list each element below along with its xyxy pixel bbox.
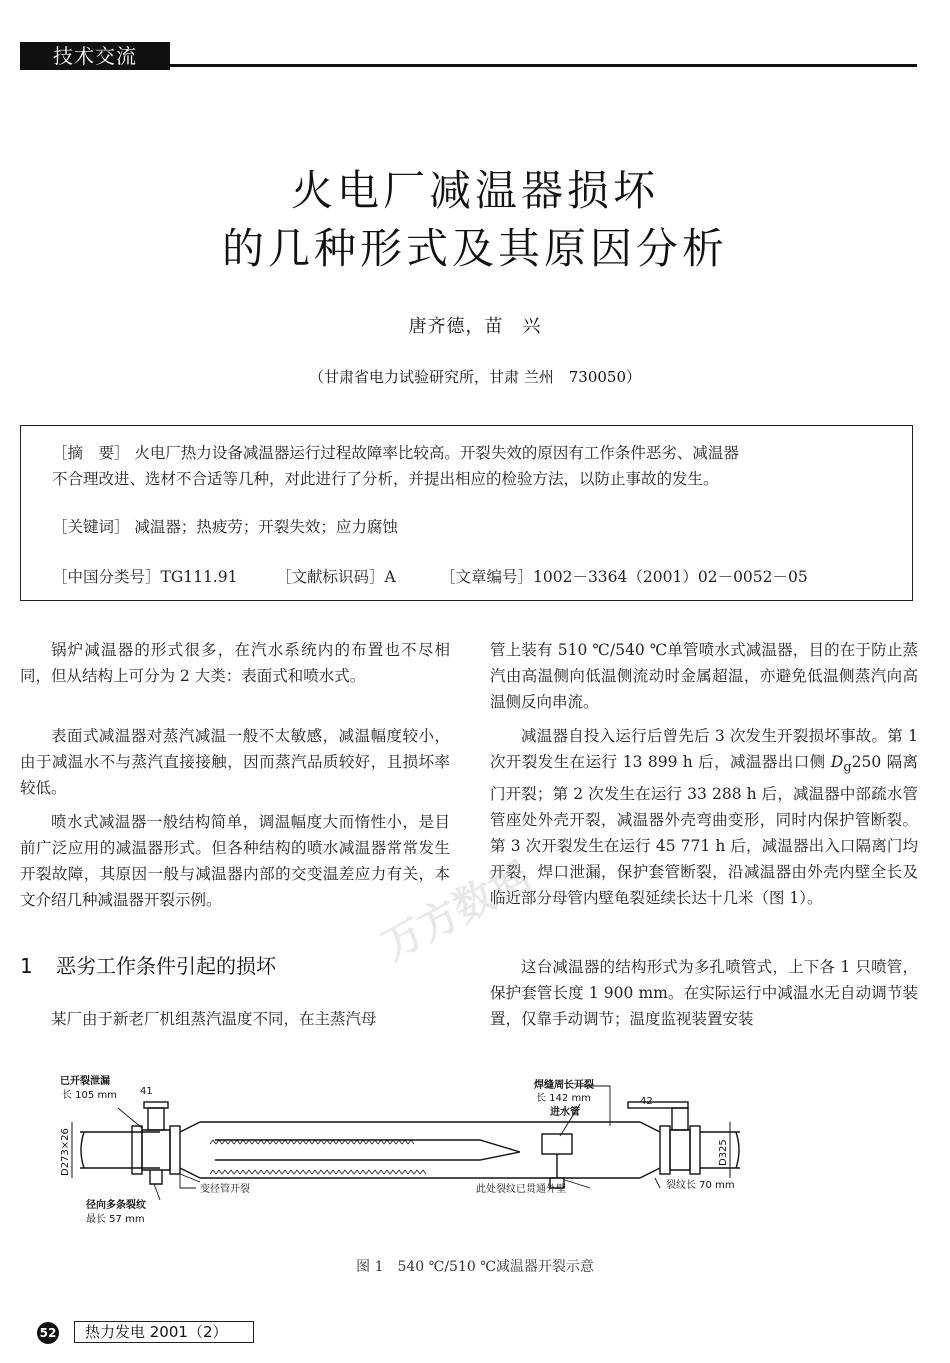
right-pipe-break (736, 1132, 739, 1168)
right-paragraph-2-b: 250 隔离门开裂；第 2 次发生在运行 33 288 h 后，减温器中部疏水管管座处外壳开裂，减温器外壳弯曲变形，同时内保护管断裂。第 3 次开裂发生在运行 45 771 h 后，减温器出入口隔离门均开裂，焊口泄漏，保护套管断裂，沿减温器由外壳内壁全长及临近部分母管内壁龟裂延续长达十几米（图 1）。 (490, 753, 918, 908)
left-paragraph-3: 喷水式减温器一般结构简单，调温幅度大而惰性小，是目前广泛应用的减温器形式。但各种结构的喷水减温器常常发生开裂故障，其原因一般与减温器内部的交变温差应力有关，本文介绍几种减温器开裂示例。 (20, 813, 450, 909)
fig-label-d273: D273×26 (60, 1128, 71, 1176)
figure-caption: 图 1 540 ℃/510 ℃减温器开裂示意 (356, 1259, 594, 1275)
left-pipe (80, 1132, 160, 1168)
right-paragraph-2-a: 减温器自投入运行后曾先后 3 次发生开裂损坏事故。第 1 次开裂发生在运行 13 899 h 后，减温器出口侧 (490, 727, 918, 771)
figure-1-diagram (50, 1070, 770, 1230)
watermark: 万方数据 (375, 853, 539, 970)
left-valve-cap (144, 1102, 168, 1108)
dg-symbol: D (830, 753, 844, 771)
right-reducer (640, 1122, 660, 1178)
fig-label-42: 42 (640, 1096, 653, 1107)
left-drain (150, 1170, 162, 1184)
page-number: 52 (37, 1322, 59, 1344)
crack-hatching (210, 1140, 426, 1174)
document-code: ［文献标识码］A (276, 568, 396, 586)
left-flange-1 (132, 1126, 142, 1174)
fig-label-radial-cracks: 径向多条裂纹 (86, 1200, 146, 1211)
authors: 唐齐德，苗 兴 (408, 316, 542, 337)
reducer (180, 1122, 200, 1178)
right-flange-1 (660, 1126, 670, 1174)
fig-label-crack-70: 裂纹长 70 mm (666, 1180, 735, 1191)
right-paragraph-1: 管上装有 510 ℃/540 ℃单管喷水式减温器，目的在于防止蒸汽由高温侧向低温侧流动时金属超温，亦避免低温侧蒸汽向高温侧反向串流。 (490, 641, 918, 711)
classification-number: ［中国分类号］TG111.91 (52, 568, 238, 586)
main-body (200, 1122, 640, 1178)
right-flange-2 (690, 1126, 700, 1174)
section-tag: 技术交流 (20, 42, 170, 70)
fig-label-weld-crack: 焊缝周长开裂 (534, 1080, 594, 1091)
fig-label-d325: D325 (718, 1139, 729, 1166)
right-paragraph-3: 这台减温器的结构形式为多孔喷管式，上下各 1 只喷管，保护套管长度 1 900 mm。在实际运行中减温水无自动调节装置，仅靠手动调节；温度监视装置安装 (490, 958, 918, 1028)
article-number: ［文章编号］1002－3364（2001）02－0052－05 (440, 568, 808, 586)
fig-label-inlet: 进水管 (550, 1107, 580, 1118)
fig-label-leak: 已开裂泄漏 (60, 1076, 110, 1087)
inlet-nozzle (542, 1134, 572, 1154)
title-line-2: 的几种形式及其原因分析 (221, 224, 728, 273)
section-number: 1 (20, 954, 33, 978)
fig-label-reducer-crack: 变径管开裂 (200, 1184, 250, 1195)
left-paragraph-2: 表面式减温器对蒸汽减温一般不太敏感，减温幅度较小，由于减温水不与蒸汽直接接触，因而蒸汽品质较好，且损坏率较低。 (20, 727, 450, 797)
left-paragraph-1: 锅炉减温器的形式很多，在汽水系统内的布置也不尽相同，但从结构上可分为 2 大类：表面式和喷水式。 (20, 641, 450, 685)
abstract-line-2: 不合理改进、选材不合适等几种，对此进行了分析，并提出相应的检验方法，以防止事故的发生。 (52, 470, 719, 488)
section-heading (20, 950, 276, 979)
right-valve-cap (628, 1102, 688, 1108)
fig-label-41: 41 (140, 1086, 153, 1097)
left-valve-stem (148, 1108, 164, 1130)
left-flange-2 (170, 1126, 180, 1174)
fig-label-weld-length: 长 142 mm (536, 1093, 591, 1104)
journal-citation: 热力发电 2001（2） (74, 1321, 254, 1343)
affiliation: （甘肃省电力试验研究所，甘肃 兰州 730050） (308, 368, 642, 386)
fig-label-through-wall: 此处裂纹已贯通外壁 (476, 1184, 566, 1195)
dg-subscript: g (843, 760, 852, 776)
left-valve-body (142, 1130, 170, 1170)
left-pipe-break (81, 1132, 84, 1168)
left-paragraph-4: 某厂由于新老厂机组蒸汽温度不同，在主蒸汽母 (51, 1010, 377, 1028)
inner-sleeve (215, 1140, 520, 1160)
title-line-1: 火电厂减温器损坏 (290, 166, 659, 215)
fig-label-radial-length: 最长 57 mm (86, 1214, 145, 1225)
keywords: ［关键词］ 减温器；热疲劳；开裂失效；应力腐蚀 (52, 518, 398, 536)
right-paragraph-2 (490, 723, 918, 911)
abstract-line-1: ［摘 要］ 火电厂热力设备减温器运行过程故障率比较高。开裂失效的原因有工作条件恶劣、减温器 (52, 444, 739, 462)
fig-label-leak-length: 长 105 mm (62, 1090, 117, 1101)
right-valve-stem (672, 1108, 688, 1130)
section-title: 恶劣工作条件引起的损坏 (56, 954, 276, 978)
header-rule (170, 64, 917, 67)
right-valve-body (670, 1130, 690, 1170)
